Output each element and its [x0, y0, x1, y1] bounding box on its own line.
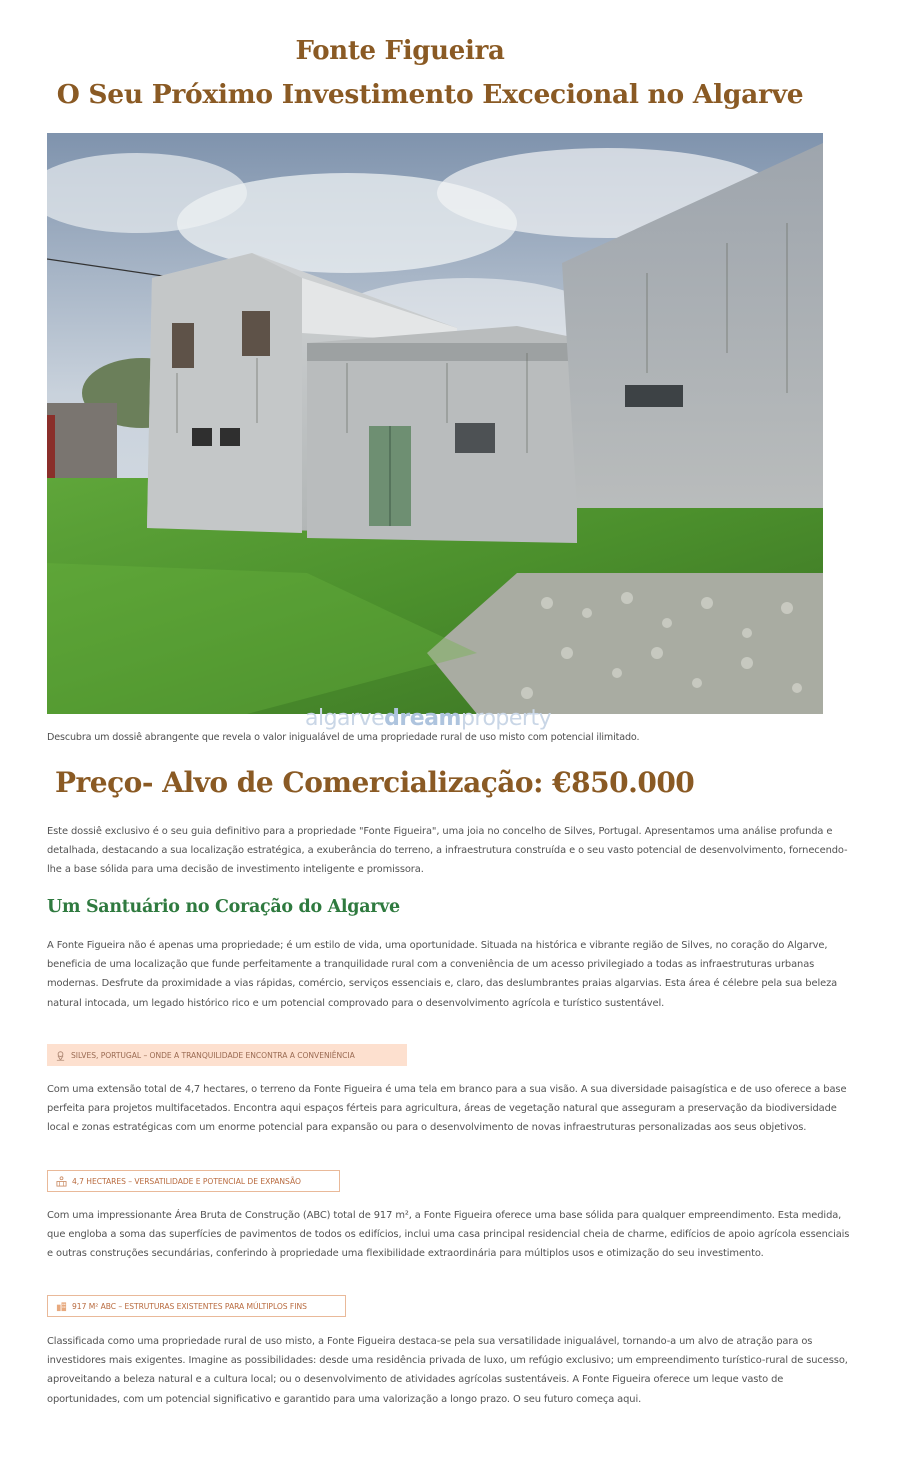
watermark-logo: algarvedreamproperty: [305, 706, 552, 731]
hero-image: [47, 133, 823, 714]
land-paragraph: Com uma extensão total de 4,7 hectares, o terreno da Fonte Figueira é uma tela em branco para a sua visão. A sua diversidade paisagística e de uso oferece a base perfeita para projetos multifacetados. Encontra aqui espaços férteis para agricultura, áreas de vegetação natural que asseguram a preservação da biodiversidade local e zonas estratégicas com um enorme potencial para expansão ou para o desenvolvimento de novas infraestruturas personalizadas aos seus objetivos.: [47, 1084, 847, 1134]
location-badge: [47, 1044, 407, 1066]
investment-paragraph: Classificada como uma propriedade rural de uso misto, a Fonte Figueira destaca-se pela sua versatilidade inigualável, tornando-a um alvo de atração para os investidores mais exigentes. Imagine as possibilidades: desde uma residência privada de luxo, um refúgio exclusivo; um empreendimento turístico-rural de sucesso, aproveitando a beleza natural e a cultura local; ou o desenvolvimento de atividades agrícolas sustentáveis. A Fonte Figueira oferece um leque vasto de oportunidades, com um potencial significativo e garantido para uma valorização a longo prazo. O seu futuro começa aqui.: [47, 1336, 848, 1405]
image-caption: Descubra um dossiê abrangente que revela o valor inigualável de uma propriedade rural de uso misto com potencial ilimitado.: [47, 732, 640, 743]
section-heading: Um Santuário no Coração do Algarve: [47, 897, 400, 917]
abc-badge-label: 917 M² ABC – ESTRUTURAS EXISTENTES PARA MÚLTIPLOS FINS: [72, 1301, 307, 1311]
location-badge-label: SILVES, PORTUGAL – ONDE A TRANQUILIDADE ENCONTRA A CONVENIÊNCIA: [71, 1050, 355, 1060]
location-paragraph: A Fonte Figueira não é apenas uma propriedade; é um estilo de vida, uma oportunidade. Situada na histórica e vibrante região de Silves, no coração do Algarve, beneficia de uma localização que funde perfeitamente a tranquilidade rural com a conveniência de um acesso privilegiado a todas as infraestruturas urbanas modernas. Desfrute da proximidade a vias rápidas, comércio, serviços essenciais e, claro, das deslumbrantes praias algarvias. Esta área é célebre pela sua beleza natural intocada, um legado histórico rico e um potencial comprovado para o desenvolvimento agrícola e turístico sustentável.: [47, 940, 838, 1009]
building-icon: [56, 1301, 67, 1312]
location-icon: [55, 1050, 66, 1061]
page-title: Fonte Figueira: [295, 36, 505, 66]
intro-paragraph: Este dossiê exclusivo é o seu guia definitivo para a propriedade "Fonte Figueira", uma joia no concelho de Silves, Portugal. Apresentamos uma análise profunda e detalhada, destacando a sua localização estratégica, a exuberância do terreno, a infraestrutura construída e o seu vasto potencial de desenvolvimento, fornecendo-lhe a base sólida para uma decisão de investimento inteligente e promissora.: [47, 826, 848, 876]
hectares-badge: [47, 1170, 340, 1192]
hectares-badge-label: 4,7 HECTARES – VERSATILIDADE E POTENCIAL DE EXPANSÃO: [72, 1176, 301, 1186]
construction-paragraph: Com uma impressionante Área Bruta de Construção (ABC) total de 917 m², a Fonte Figueira oferece uma base sólida para qualquer empreendimento. Esta medida, que engloba a soma das superfícies de pavimentos de todos os edifícios, inclui uma casa principal residencial cheia de charme, edifícios de apoio agrícola essenciais e outras construções secundárias, conferindo à propriedade uma flexibilidade extraordinária para múltiplos usos e otimização do seu investimento.: [47, 1210, 850, 1260]
area-icon: [56, 1176, 67, 1187]
page-subtitle: O Seu Próximo Investimento Excecional no Algarve: [56, 79, 804, 110]
price-heading: Preço- Alvo de Comercialização: €850.000: [55, 766, 695, 799]
property-photo: [47, 133, 823, 714]
abc-badge: [47, 1295, 346, 1317]
